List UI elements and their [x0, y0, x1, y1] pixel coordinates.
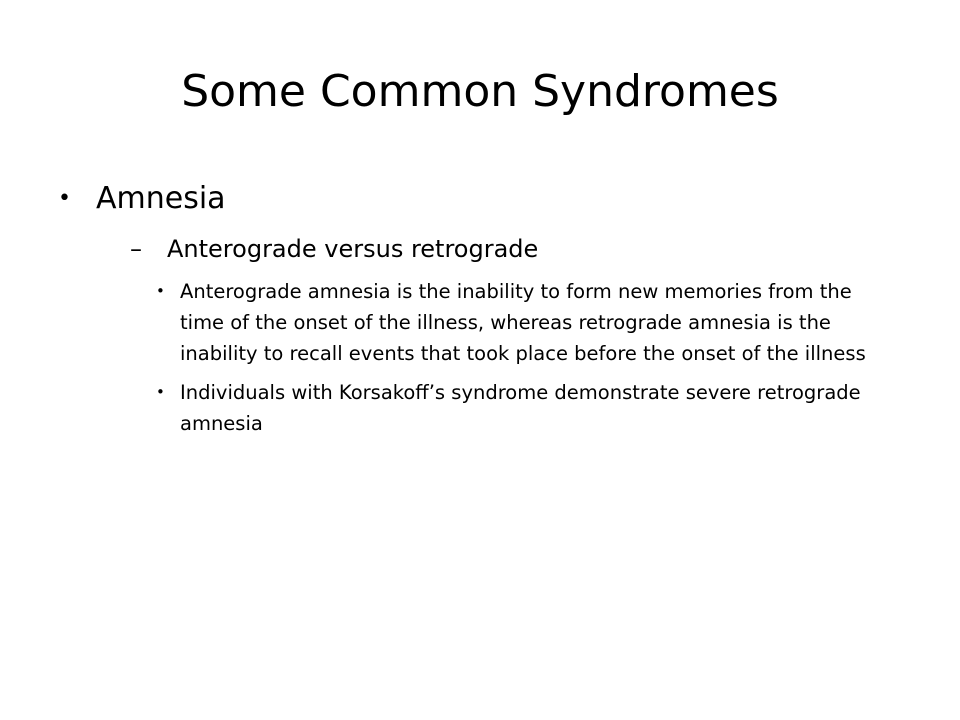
bullet-text: Amnesia [96, 181, 226, 216]
slide-title: Some Common Syndromes [181, 66, 779, 117]
slide-content [58, 176, 908, 447]
detail-text: Individuals with Korsakoff’s syndrome demonstrate severe retrograde amnesia [180, 381, 861, 435]
detail-item [156, 276, 880, 369]
bullet-icon: • [156, 282, 165, 300]
bullet-item-amnesia [58, 176, 908, 222]
detail-item [156, 377, 880, 439]
sub-item-text: Anterograde versus retrograde [167, 235, 539, 263]
detail-list [156, 276, 908, 439]
bullet-icon: • [58, 186, 71, 211]
dash-icon: – [130, 235, 142, 263]
bullet-icon: • [156, 383, 165, 401]
detail-text: Anterograde amnesia is the inability to form new memories from the time of the onset of the illness, whereas retrograde amnesia is the inability to recall events that took place before the onset of the illness [180, 280, 866, 365]
sub-item-anterograde-vs-retrograde [130, 230, 908, 268]
